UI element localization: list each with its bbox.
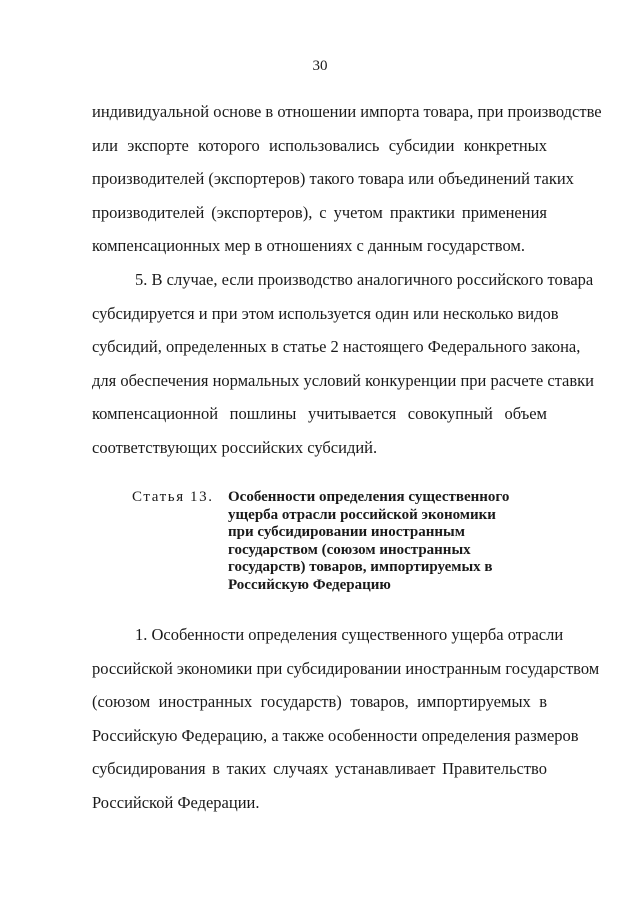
paragraph-line: компенсационных мер в отношениях с данным государством. (92, 236, 525, 255)
paragraph-line: индивидуальной основе в отношении импорта товара, при производстве (92, 102, 602, 121)
paragraph-line: 5. В случае, если производство аналогичного российского товара (135, 270, 594, 289)
article-label: Статья 13. (132, 489, 214, 505)
article-title-line: Особенности определения существенного (228, 489, 510, 505)
paragraph-line: российской экономики при субсидировании иностранным государством (92, 658, 600, 678)
article-title-line: государством (союзом иностранных (228, 541, 471, 558)
paragraph-line: Российской Федерации. (92, 792, 260, 812)
article-title-line: Российскую Федерацию (228, 576, 391, 593)
paragraph-5 (92, 263, 595, 464)
article-title-line: государств) товаров, импортируемых в (228, 559, 493, 576)
paragraph-1 (92, 618, 600, 819)
paragraph-line: производителей (экспортеров), с учетом практики применения (92, 202, 547, 222)
paragraph-line: компенсационной пошлины учитывается совокупный объем (92, 404, 547, 423)
paragraph-line: субсидирования в таких случаях устанавливает Правительство (92, 759, 547, 778)
paragraph-line: производителей (экспортеров) такого товара или объединений таких (92, 169, 574, 188)
article-title-line: ущерба отрасли российской экономики (228, 506, 496, 523)
page-number: 30 (312, 58, 328, 74)
paragraph-line: или экспорте которого использовались субсидии конкретных (92, 135, 547, 155)
paragraph-line: субсидий, определенных в статье 2 настоящего Федерального закона, (92, 337, 581, 356)
paragraph-intro (92, 95, 602, 263)
paragraph-line: соответствующих российских субсидий. (92, 437, 378, 457)
paragraph-line: субсидируется и при этом используется один или несколько видов (92, 303, 559, 323)
paragraph-line: для обеспечения нормальных условий конкуренции при расчете ставки (92, 370, 595, 390)
paragraph-line: 1. Особенности определения существенного ущерба отрасли (135, 625, 564, 644)
paragraph-line: (союзом иностранных государств) товаров, импортируемых в (92, 692, 547, 711)
article-title-line: при субсидировании иностранным (228, 524, 465, 541)
paragraph-line: Российскую Федерацию, а также особенности определения размеров (92, 725, 579, 745)
article-title (228, 489, 509, 595)
